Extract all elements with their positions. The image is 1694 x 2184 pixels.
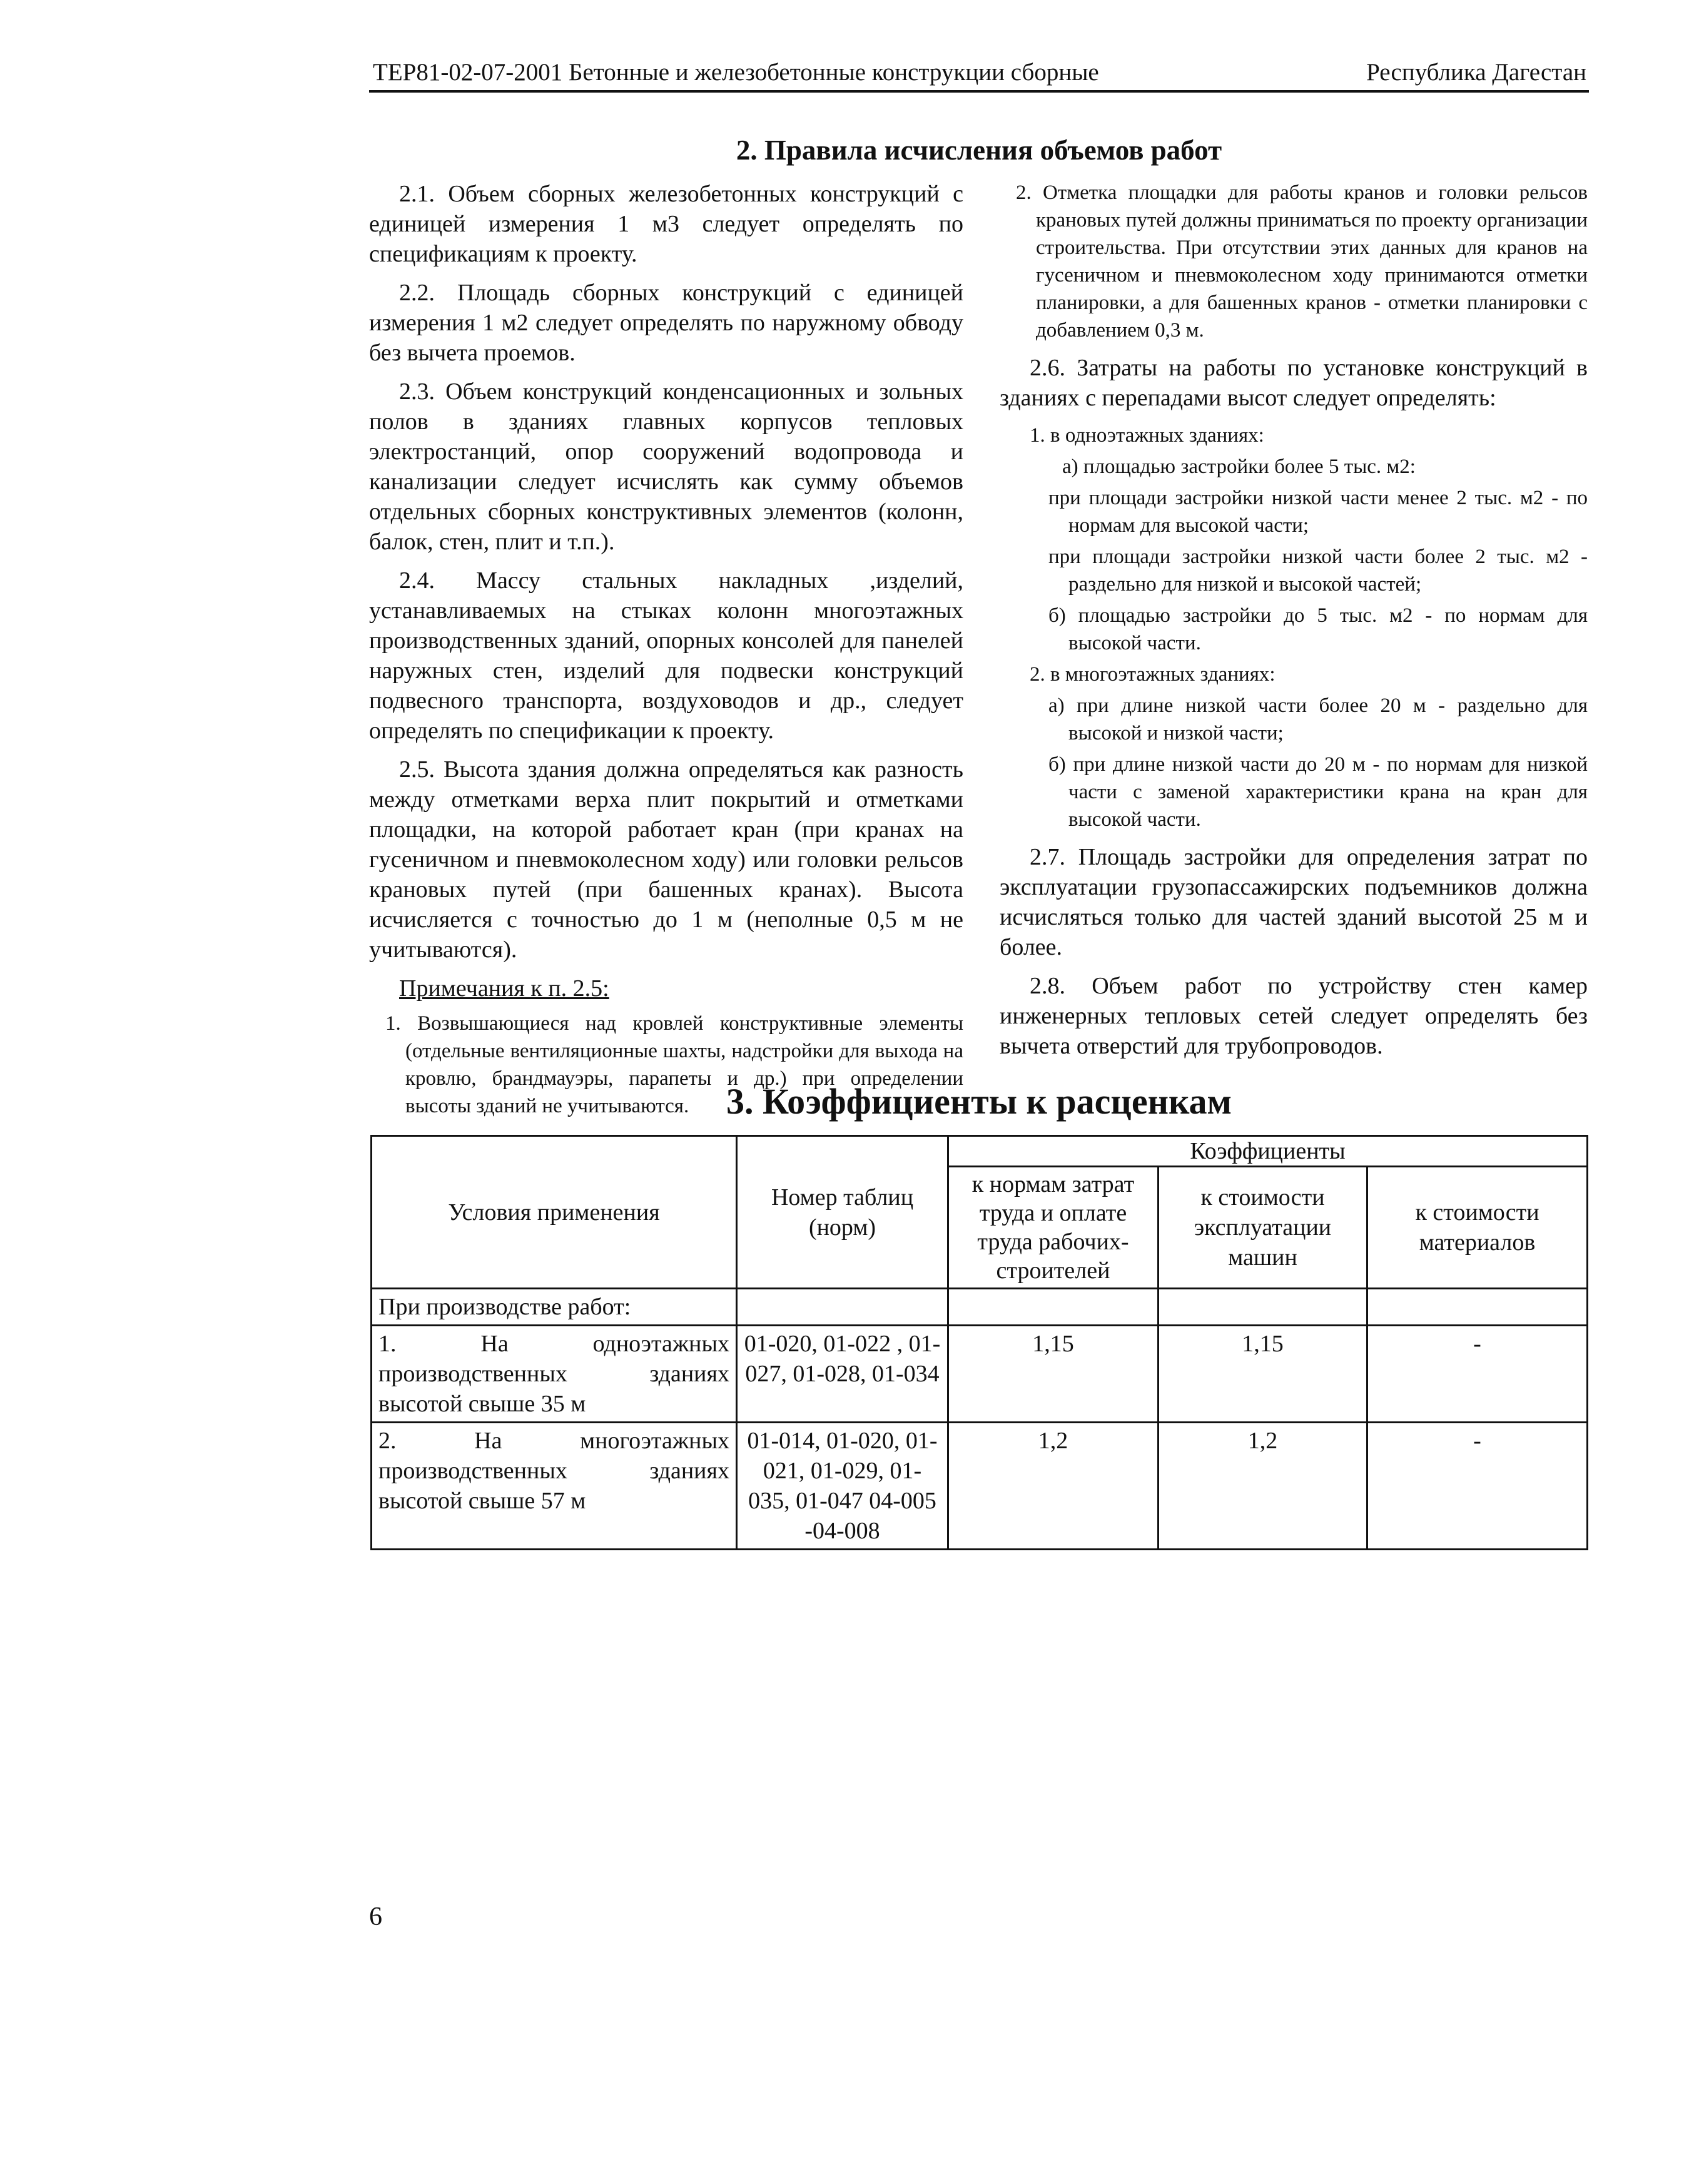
row-condition: 2. На многоэтажных производственных зданиях высотой свыше 57 м: [372, 1423, 737, 1550]
item-single-storey-a-ii: при площади застройки низкой части более 2 тыс. м2 - раздельно для низкой и высокой частей;: [1048, 546, 1588, 596]
note-2: 2. Отметка площадки для работы кранов и головки рельсов крановых путей должны приниматься по проекту организации строительства. При отсутствии этих данных для кранов на гусеничном и пневмоколесном ходу принимаются отметки планировки, а для башенных кранов - отметки планировки с добавлением 0,3 м.: [1016, 181, 1588, 342]
empty-cell: [948, 1289, 1159, 1326]
notes-title: Примечания к п. 2.5:: [399, 975, 609, 1002]
table-row: [372, 1423, 1588, 1550]
paragraph-2-6: 2.6. Затраты на работы по установке конструкций в зданиях с перепадами высот следует определять:: [1000, 355, 1588, 411]
header-labor: к нормам затрат труда и оплате труда рабочих-строителей: [948, 1167, 1159, 1289]
empty-cell: [737, 1289, 948, 1326]
item-single-storey-a-i: при площади застройки низкой части менее 2 тыс. м2 - по нормам для высокой части;: [1048, 487, 1588, 537]
header-machines: к стоимости эксплуатации машин: [1159, 1167, 1367, 1289]
header-materials: к стоимости материалов: [1367, 1167, 1588, 1289]
item-single-storey: 1. в одноэтажных зданиях:: [1030, 424, 1264, 447]
paragraph-2-7: 2.7. Площадь застройки для определения затрат по эксплуатации грузопассажирских подъемников должна исчисляться только для частей зданий высотой 25 м и более.: [1000, 844, 1588, 960]
table-row: [372, 1326, 1588, 1423]
row-labor-coef: 1,2: [948, 1423, 1159, 1550]
row-table-numbers: 01-020, 01-022 , 01-027, 01-028, 01-034: [737, 1326, 948, 1423]
item-multi-storey-b: б) при длине низкой части до 20 м - по нормам для низкой части с заменой характеристики крана на кран для высокой части.: [1048, 753, 1588, 831]
table-row: [372, 1289, 1588, 1326]
item-single-storey-b: б) площадью застройки до 5 тыс. м2 - по нормам для высокой части.: [1048, 604, 1588, 654]
section-2-title: 2. Правила исчисления объемов работ: [736, 135, 1222, 166]
header-table-numbers: Номер таблиц (норм): [737, 1136, 948, 1289]
group-label: При производстве работ:: [372, 1289, 737, 1326]
paragraph-2-5: 2.5. Высота здания должна определяться как разность между отметками верха плит покрытий и отметками площадки, на которой работает кран (при кранах на гусеничном и пневмоколесном ходу) или головки рельсов крановых путей (при башенных кранах). Высота исчисляется с точностью до 1 м (неполные 0,5 м не учитываются).: [369, 756, 963, 963]
header-region: Республика Дагестан: [1366, 59, 1586, 86]
row-materials-coef: -: [1367, 1326, 1588, 1423]
note-1: 1. Возвышающиеся над кровлей конструктивные элементы (отдельные вентиляционные шахты, надстройки для выхода на кровлю, брандмауэры, парапеты и др.) при определении высоты зданий не учитываются.: [385, 1012, 963, 1117]
empty-cell: [1159, 1289, 1367, 1326]
coefficients-table-wrap: [370, 1135, 1586, 1550]
row-materials-coef: -: [1367, 1423, 1588, 1550]
item-single-storey-a: а) площадью застройки более 5 тыс. м2:: [1062, 455, 1416, 478]
paragraph-2-1: 2.1. Объем сборных железобетонных конструкций с единицей измерения 1 м3 следует определять по спецификациям к проекту.: [369, 181, 963, 267]
row-table-numbers: 01-014, 01-020, 01-021, 01-029, 01-035, 01-047 04-005 -04-008: [737, 1423, 948, 1550]
row-labor-coef: 1,15: [948, 1326, 1159, 1423]
item-multi-storey-a: а) при длине низкой части более 20 м - раздельно для высокой и низкой части;: [1048, 694, 1588, 744]
paragraph-2-4: 2.4. Массу стальных накладных ,изделий, устанавливаемых на стыках колонн многоэтажных производственных зданий, опорных консолей для панелей наружных стен, изделий для подвески конструкций подвесного транспорта, воздуховодов и др., следует определять по спецификации к проекту.: [369, 567, 963, 744]
empty-cell: [1367, 1289, 1588, 1326]
table-header-row: [372, 1136, 1588, 1167]
row-condition: 1. На одноэтажных производственных зданиях высотой свыше 35 м: [372, 1326, 737, 1423]
item-multi-storey: 2. в многоэтажных зданиях:: [1030, 663, 1276, 686]
right-column: [1000, 179, 1588, 1070]
paragraph-2-8: 2.8. Объем работ по устройству стен камер инженерных тепловых сетей следует определять без вычета отверстий для трубопроводов.: [1000, 973, 1588, 1059]
section-3-title: 3. Коэффициенты к расценкам: [726, 1081, 1232, 1122]
page-number: 6: [369, 1902, 382, 1931]
left-column: [369, 179, 963, 1129]
coefficients-table: [370, 1135, 1588, 1550]
header-conditions: Условия применения: [372, 1136, 737, 1289]
running-header: [369, 58, 1589, 93]
header-document-title: ТЕР81-02-07-2001 Бетонные и железобетонные конструкции сборные: [373, 59, 1099, 86]
row-machines-coef: 1,2: [1159, 1423, 1367, 1550]
row-machines-coef: 1,15: [1159, 1326, 1367, 1423]
header-coefficients: Коэффициенты: [948, 1136, 1588, 1167]
paragraph-2-2: 2.2. Площадь сборных конструкций с единицей измерения 1 м2 следует определять по наружному обводу без вычета проемов.: [369, 280, 963, 366]
paragraph-2-3: 2.3. Объем конструкций конденсационных и зольных полов в зданиях главных корпусов тепловых электростанций, опор сооружений водопровода и канализации следует исчислять как сумму объемов отдельных сборных конструктивных элементов (колонн, балок, стен, плит и т.п.).: [369, 378, 963, 555]
